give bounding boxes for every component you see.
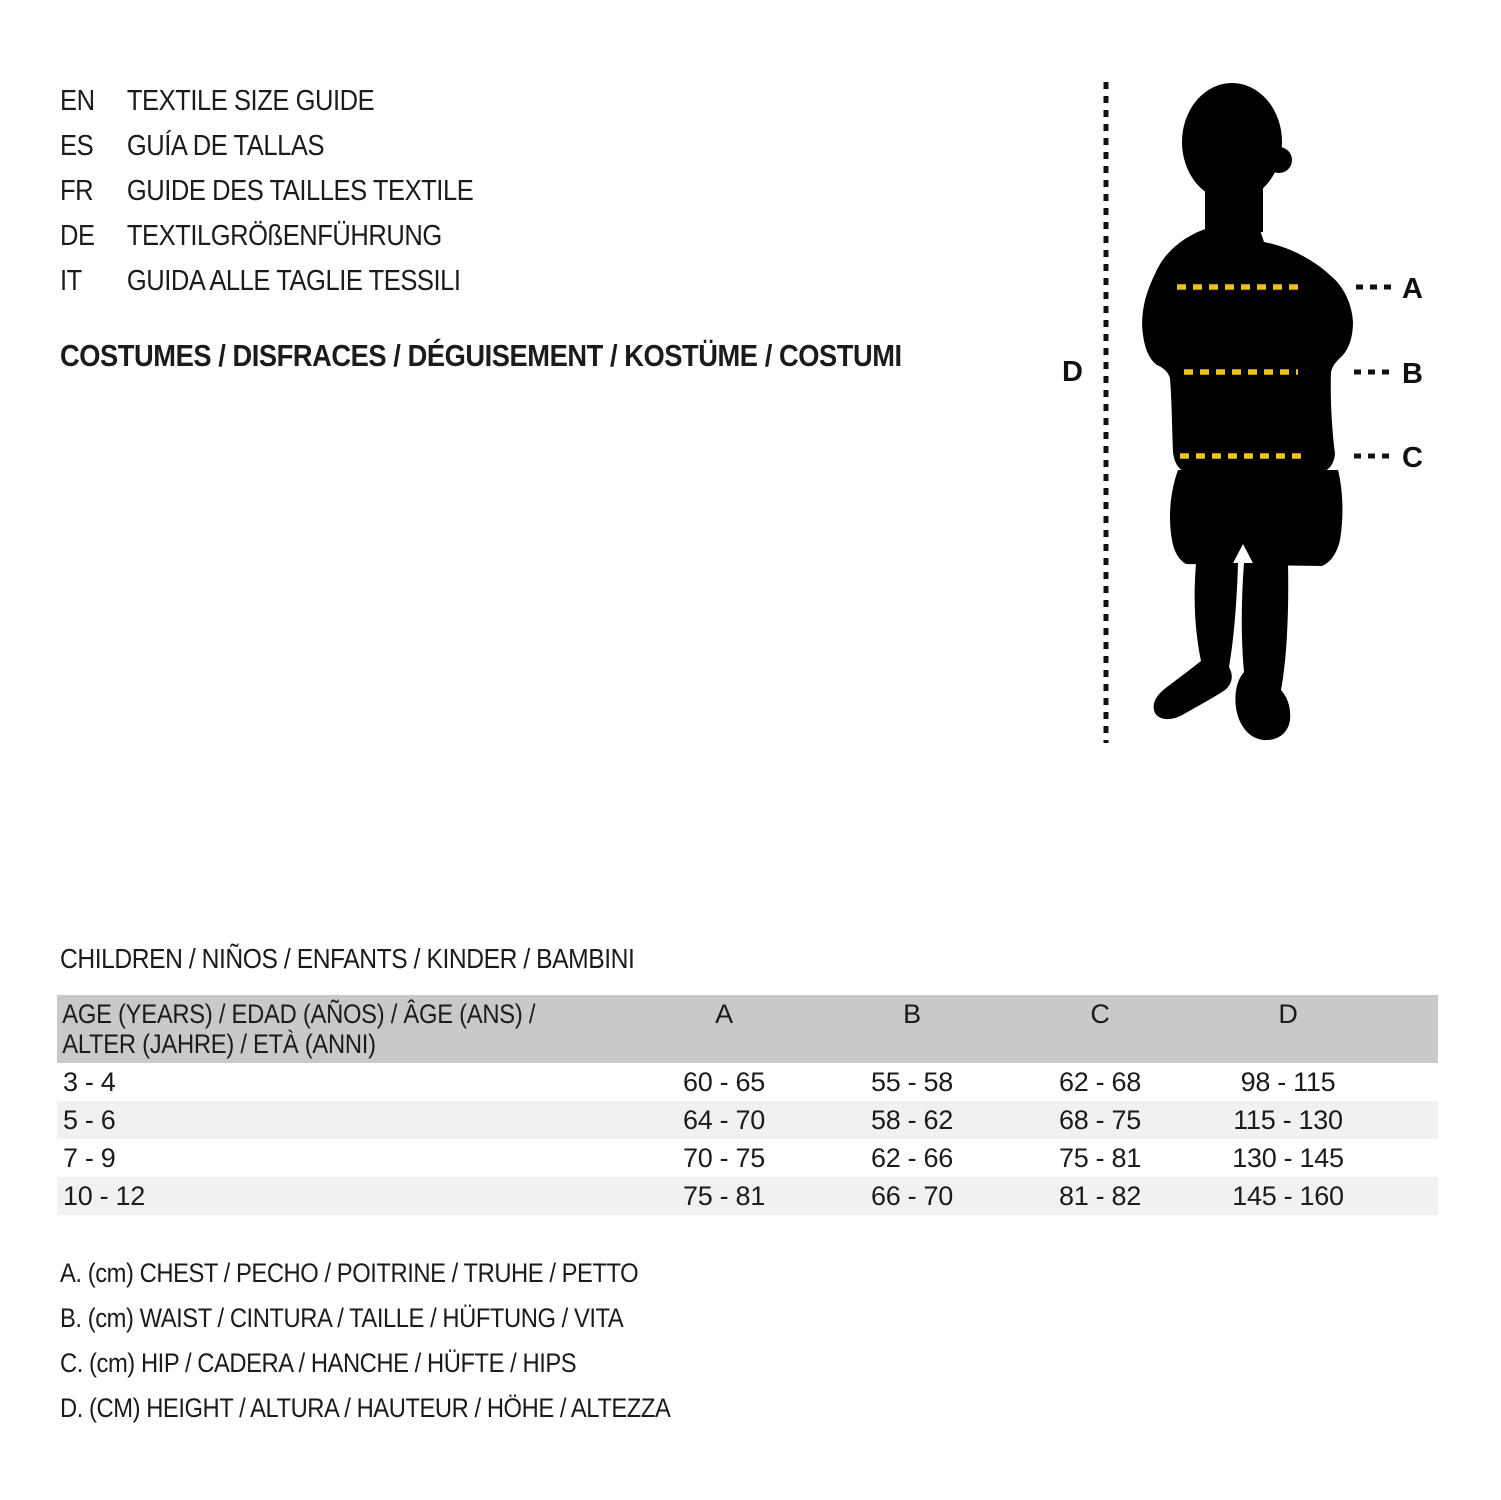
child-silhouette-figure [1060,60,1460,760]
age-column-header [57,995,561,1063]
table-row [57,1101,1438,1139]
waist-cell: 55 - 58 [871,1066,953,1097]
hip-cell: 62 - 68 [1059,1066,1141,1097]
table-row [57,1177,1438,1215]
measurement-legend [60,1251,670,1431]
legend-line-hip: C. (cm) HIP / CADERA / HANCHE / HÜFTE / HIPS [60,1348,577,1378]
language-code: EN [60,85,95,117]
child-silhouette [1142,83,1353,740]
age-cell: 5 - 6 [63,1104,116,1135]
age-cell: 3 - 4 [63,1066,116,1097]
height-cell: 145 - 160 [1232,1180,1344,1211]
language-row-de [60,214,473,259]
table-header-row [57,995,1438,1063]
measurement-figure [1060,60,1460,760]
language-row-it [60,259,473,304]
table-row [57,1063,1438,1101]
age-cell: 10 - 12 [63,1180,145,1211]
chest-cell: 75 - 81 [683,1180,765,1211]
column-header-a: A [715,999,733,1029]
age-header-line2: ALTER (JAHRE) / ETÀ (ANNI) [62,1029,376,1059]
chest-cell: 70 - 75 [683,1142,765,1173]
height-cell: 98 - 115 [1240,1066,1336,1097]
hip-cell: 68 - 75 [1059,1104,1141,1135]
language-row-en [60,79,473,124]
language-label: GUIDA ALLE TAGLIE TESSILI [126,265,461,297]
size-table [57,995,1438,1215]
waist-cell: 62 - 66 [871,1142,953,1173]
hip-cell: 75 - 81 [1059,1142,1141,1173]
header-padding [1382,995,1438,1063]
category-title: COSTUMES / DISFRACES / DÉGUISEMENT / KOSTÜME / COSTUMI [60,338,902,373]
language-code: DE [60,220,95,252]
legend-line-chest: A. (cm) CHEST / PECHO / POITRINE / TRUHE / PETTO [60,1258,639,1288]
language-code: ES [60,130,94,162]
label-d: D [1062,356,1083,388]
legend-line-waist: B. (cm) WAIST / CINTURA / TAILLE / HÜFTUNG / VITA [60,1303,624,1333]
language-label: GUÍA DE TALLAS [126,130,325,162]
label-a: A [1402,273,1423,305]
column-header-c: C [1090,999,1110,1029]
column-header-d: D [1278,999,1298,1029]
hip-cell: 81 - 82 [1059,1180,1141,1211]
language-label: TEXTILGRÖßENFÜHRUNG [126,220,442,252]
language-row-es [60,124,473,169]
height-cell: 130 - 145 [1232,1142,1344,1173]
label-b: B [1402,358,1423,390]
language-label: GUIDE DES TAILLES TEXTILE [126,175,474,207]
language-list [60,79,473,304]
chest-cell: 64 - 70 [683,1104,765,1135]
age-header-line1: AGE (YEARS) / EDAD (AÑOS) / ÂGE (ANS) / [62,999,536,1029]
language-code: IT [60,265,82,297]
legend-line-height: D. (CM) HEIGHT / ALTURA / HAUTEUR / HÖHE / ALTEZZA [60,1393,671,1423]
language-code: FR [60,175,94,207]
language-row-fr [60,169,473,214]
table-section-title: CHILDREN / NIÑOS / ENFANTS / KINDER / BAMBINI [60,943,635,974]
waist-cell: 58 - 62 [871,1104,953,1135]
chest-cell: 60 - 65 [683,1066,765,1097]
waist-cell: 66 - 70 [871,1180,953,1211]
column-header-b: B [903,999,921,1029]
table-row [57,1139,1438,1177]
age-cell: 7 - 9 [63,1142,116,1173]
language-label: TEXTILE SIZE GUIDE [126,85,375,117]
label-c: C [1402,442,1423,474]
height-cell: 115 - 130 [1233,1104,1343,1135]
